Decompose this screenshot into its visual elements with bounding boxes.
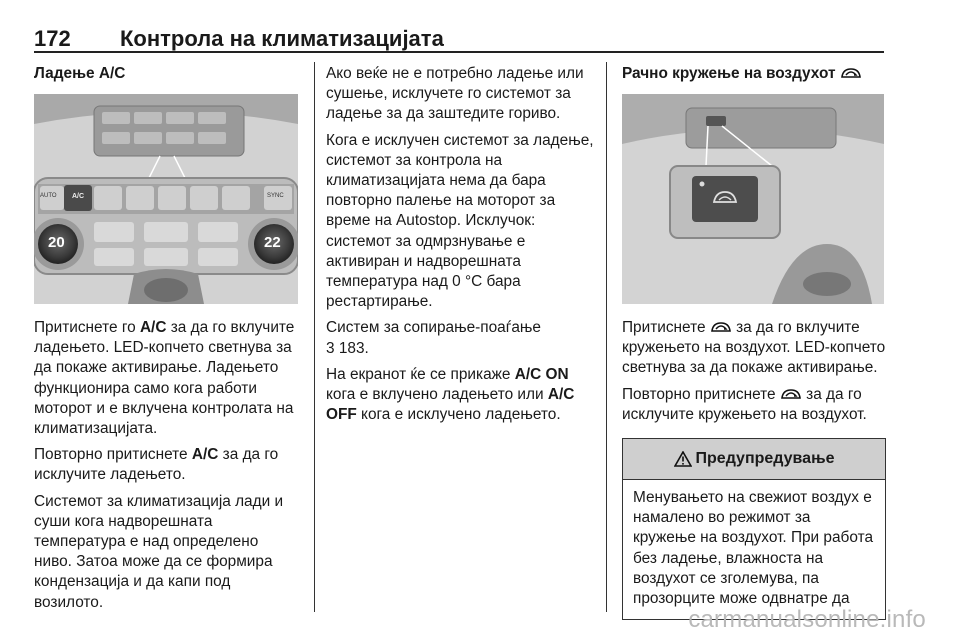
recirc-paragraph-2 [622, 385, 886, 425]
text-run: Притиснете го [34, 319, 140, 336]
text-run: за да го вклучите ладењето. LED-копчето светнува за да покаже активирање. Ладењето функционира само кога работи моторот и е вклучена контролата на климатизацијата. [34, 319, 295, 438]
recirculation-figure [622, 94, 884, 304]
ac-paragraph-1 [34, 318, 300, 439]
ac-off-label: A/C OFF [326, 386, 575, 424]
header-rule [34, 51, 884, 53]
page-title: Контрола на климатизацијата [120, 26, 444, 51]
warning-body: Менувањето на свежиот воздух е намалено во режимот за кружење на воздухот. При работа без ладење, влажноста на воздухот се зголемува, па прозорците може одвнатре да [633, 489, 874, 608]
recirculation-icon [710, 320, 732, 334]
text-run: кога е исклучено ладењето. [356, 406, 561, 424]
text-run: за да го исклучите кружењето на воздухот. [622, 385, 867, 423]
text-run: за да го исклучите ладењето. [34, 446, 279, 484]
heading-text: Рачно кружење на воздухот [622, 65, 836, 82]
col2-paragraph-2: Кога е исклучен системот за ладење, системот за контрола на климатизацијата нема да бара повторно палење на моторот за време на Autostop. Исклучок: системот за одмрзнување е активиран и надворешната температура над 0 °C бара рестартирање. [326, 131, 594, 311]
recirculation-icon [840, 66, 862, 80]
cross-reference-link[interactable]: 3 183. [326, 339, 369, 357]
col2-paragraph-4 [326, 365, 594, 426]
recirculation-illustration [622, 94, 884, 304]
ac-key-label: A/C [139, 319, 167, 336]
ac-button-label: A/C [72, 193, 85, 200]
text-run: за да го вклучите кружењето на воздухот. LED-копчето светнува за да покаже активирање. [622, 319, 886, 377]
warning-header [623, 439, 885, 480]
text-run: На екранот ќе се прикаже [326, 365, 515, 383]
col2-paragraph-3 [326, 318, 594, 358]
column-3-text [622, 318, 886, 431]
column-2 [326, 64, 594, 431]
text-run: Притиснете [622, 319, 710, 336]
watermark: carmanualsonline.info [688, 606, 926, 633]
sync-button-label: SYNC [267, 193, 284, 199]
column-divider-2 [606, 62, 607, 612]
right-temp-display: 22 [264, 234, 281, 251]
ac-panel-figure [34, 94, 298, 304]
column-1-text [34, 318, 300, 619]
recirc-paragraph-1 [622, 318, 886, 379]
ac-on-label: A/C ON [514, 365, 569, 383]
ac-paragraph-2 [34, 445, 300, 485]
text-run: Повторно притиснете [622, 385, 780, 403]
ac-key-label: A/C [191, 446, 219, 464]
warning-box [622, 438, 886, 620]
recirculation-icon [780, 387, 802, 401]
page-number: 172 [34, 26, 71, 51]
text-run: кога е вклучено ладењето или [326, 386, 548, 404]
ac-paragraph-3: Системот за климатизација лади и суши кога надворешната температура е над определено ниво. Затоа може да се формира кондензација и да капи под возилото. [34, 492, 284, 611]
warning-triangle-icon [674, 451, 692, 467]
text-run: Повторно притиснете [34, 446, 192, 464]
column-divider-1 [314, 62, 315, 612]
col2-paragraph-1: Ако веќе не е потребно ладење или сушење, исклучете го системот за ладење за да заштедите гориво. [326, 65, 584, 123]
auto-button-label: AUTO [40, 193, 57, 199]
section-heading-ac: Ладење A/C [34, 65, 126, 82]
left-temp-display: 20 [48, 234, 65, 251]
column-3 [622, 64, 886, 96]
warning-title: Предупредување [695, 450, 835, 467]
text-run: Систем за сопирање-поаѓање [326, 319, 541, 337]
section-heading-recirculation [622, 64, 886, 84]
column-1 [34, 64, 300, 96]
